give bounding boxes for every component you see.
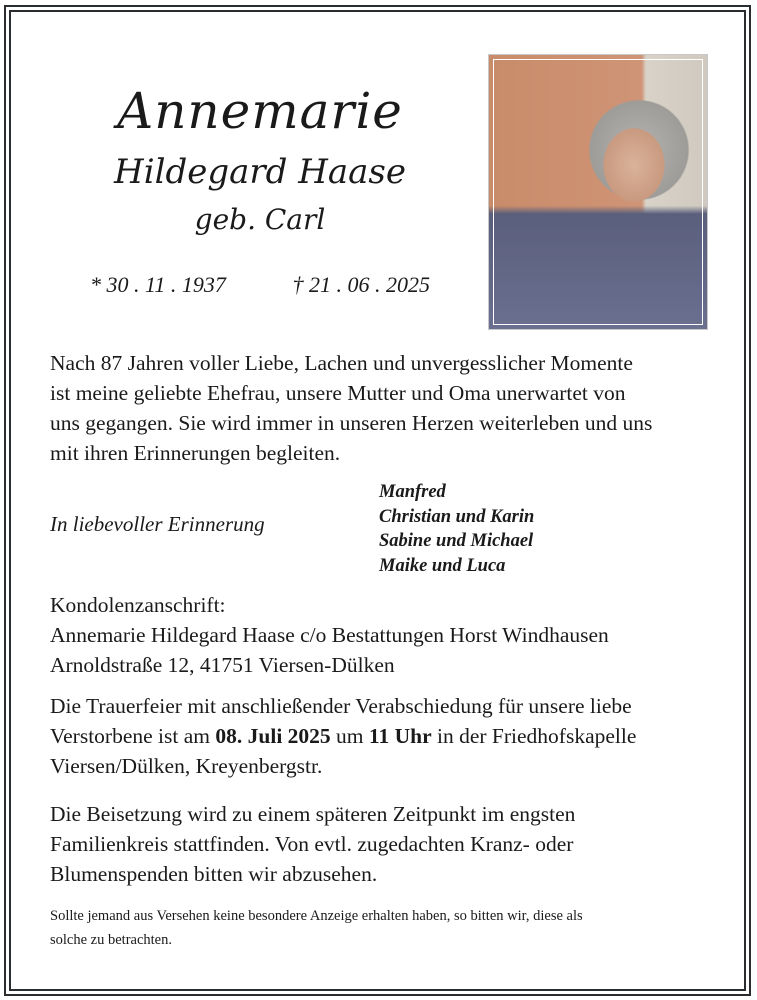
condolence-line: Annemarie Hildegard Haase c/o Bestattungen Horst Windhausen <box>50 623 609 647</box>
ceremony-line: Viersen/Dülken, Kreyenbergstr. <box>50 754 323 778</box>
intro-line: Nach 87 Jahren voller Liebe, Lachen und unvergesslicher Momente <box>50 351 633 375</box>
ceremony-date: 08. Juli 2025 <box>215 724 331 748</box>
condolence-heading: Kondolenzanschrift: <box>50 593 226 617</box>
ceremony-line <box>50 721 730 751</box>
family-member: Sabine und Michael <box>379 531 534 551</box>
text: in der Friedhofskapelle <box>431 724 637 748</box>
condolence-address <box>50 590 730 680</box>
condolence-line: Arnoldstraße 12, 41751 Viersen-Dülken <box>50 653 395 677</box>
text: Verstorbene ist am <box>50 724 216 748</box>
death-date: † 21 . 06 . 2025 <box>292 272 430 297</box>
family-member: Manfred <box>379 482 446 502</box>
footnote-line: Sollte jemand aus Versehen keine besondere Anzeige erhalten haben, so bitten wir, diese als <box>50 908 583 924</box>
burial-line: Blumenspenden bitten wir abzusehen. <box>50 862 378 886</box>
memory-label: In liebevoller Erinnerung <box>50 512 265 536</box>
footnote <box>50 904 710 952</box>
family-list <box>379 480 534 578</box>
ceremony-time: 11 Uhr <box>368 724 432 748</box>
birth-date: * 30 . 11 . 1937 <box>90 272 226 297</box>
intro-line: mit ihren Erinnerungen begleiten. <box>50 441 341 465</box>
intro-line: uns gegangen. Sie wird immer in unseren Herzen weiterleben und uns <box>50 411 653 435</box>
photo-frame <box>493 59 703 325</box>
footnote-line: solche zu betrachten. <box>50 932 172 948</box>
family-member: Maike und Luca <box>379 555 506 576</box>
intro-paragraph <box>50 348 730 468</box>
first-name: Annemarie <box>117 82 403 140</box>
ceremony-line: Die Trauerfeier mit anschließender Verabschiedung für unsere liebe <box>50 694 632 718</box>
burial-line: Familienkreis stattfinden. Von evtl. zugedachten Kranz- oder <box>50 832 574 856</box>
portrait-photo <box>488 54 708 330</box>
family-member: Christian und Karin <box>379 506 535 527</box>
intro-line: ist meine geliebte Ehefrau, unsere Mutter und Oma unerwartet von <box>50 381 626 405</box>
life-dates <box>90 272 430 298</box>
burial-line: Die Beisetzung wird zu einem späteren Zeitpunkt im engsten <box>50 802 576 826</box>
ceremony-paragraph <box>50 691 730 781</box>
middle-last-name: Hildegard Haase <box>114 152 406 192</box>
text: um <box>330 724 369 748</box>
burial-paragraph <box>50 799 730 889</box>
maiden-name: geb. Carl <box>194 203 326 236</box>
